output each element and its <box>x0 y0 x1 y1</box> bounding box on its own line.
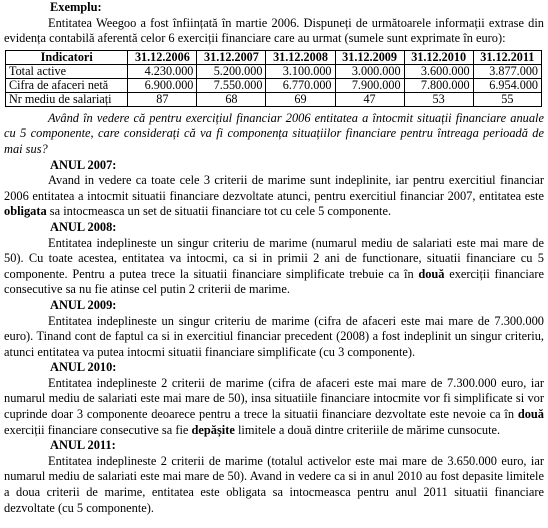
table-cell: 3.877.000 <box>473 64 541 78</box>
section-2010-heading: ANUL 2010: <box>50 360 117 375</box>
question-paragraph: Având în vedere că pentru exercițiul financiar 2006 entitatea a întocmit situații financiare anuale cu 5 componente, care considerați că va fi componența situațiilor financiare pentru întreaga perioadă de mai sus? <box>4 110 544 156</box>
table-cell: 47 <box>335 92 404 106</box>
emphasis-doua: două <box>418 266 445 281</box>
section-2009-text <box>4 314 544 361</box>
section-2010-text <box>4 376 544 438</box>
table-cell: 68 <box>197 92 266 106</box>
section-2009-heading: ANUL 2009: <box>50 297 117 312</box>
text-segment: Entitatea indeplineste 2 criterii de marime (totalul activelor este mai mare de 3.650.000 euro, iar numarul mediu de salariati este mai mare de 50). Avand in vedere ca si in anul 2010 au fost depasite limitele a doua criterii de marime, entitatea este obligata sa intocmeasca pentru anul 2011 situatii financiare dezvoltate (cu 5 componente). <box>4 453 544 515</box>
table-header-cell: 31.12.2010 <box>404 50 473 64</box>
table-header-cell: 31.12.2007 <box>197 50 266 64</box>
table-cell: 87 <box>128 92 197 106</box>
table-cell: 3.100.000 <box>266 64 335 78</box>
section-2008-text <box>4 236 544 298</box>
section-2008-heading: ANUL 2008: <box>50 219 117 234</box>
table-header-cell: Indicatori <box>6 50 128 64</box>
table-cell: 53 <box>404 92 473 106</box>
table-cell: 7.900.000 <box>335 78 404 92</box>
table-row <box>6 64 542 78</box>
section-2007-heading: ANUL 2007: <box>50 157 117 172</box>
text-segment: limitele a două dintre criteriile de mărime cunsocute. <box>234 422 501 437</box>
table-header-cell: 31.12.2011 <box>473 50 541 64</box>
table-cell: 69 <box>266 92 335 106</box>
emphasis-depasite: depășite <box>191 422 235 437</box>
table-cell: 7.550.000 <box>197 78 266 92</box>
table-cell: 6.900.000 <box>128 78 197 92</box>
table-cell: 6.954.000 <box>473 78 541 92</box>
table-cell: 6.770.000 <box>266 78 335 92</box>
table-cell: 5.200.000 <box>197 64 266 78</box>
financial-indicators-table <box>5 50 542 107</box>
emphasis-obligata: obligata <box>4 204 47 219</box>
section-2011-text <box>4 454 544 516</box>
table-header-cell: 31.12.2006 <box>128 50 197 64</box>
table-header-cell: 31.12.2008 <box>266 50 335 64</box>
table-row <box>6 78 542 92</box>
text-segment: exerciții financiare consecutive sa nu fie atinse cel putin 2 criterii de marime. <box>4 266 544 297</box>
text-segment: Entitatea indeplineste 2 criterii de marime (cifra de afaceri este mai mare de 7.300.000 euro, iar numarul mediu de salariati este mai mare de 50), insa situatiile financiare intocmite vor fi simplificate si vor cuprinde doar 3 componente deoarece pentru a trece la situatii financiare dezvoltate este nevoie ca în <box>4 375 544 422</box>
emphasis-doua: două <box>517 407 544 422</box>
text-segment: Entitatea indeplineste un singur criteriu de marime (cifra de afaceri este mai mare de 7.300.000 euro). Tinand cont de faptul ca si in exercitiul financiar precedent (2008) a fost indeplinit un singur criteriu, atunci entitatea va putea intocmi situatii financiare simplificate (cu 3 componente). <box>4 313 544 359</box>
section-2011-heading: ANUL 2011: <box>50 438 116 453</box>
intro-paragraph: Entitatea Weegoo a fost înființată în martie 2006. Dispuneți de următoarele informații extrase din evidența contabilă aferentă celor 6 exerciții financiare care au urmat (sumele sunt exprimate în euro): <box>4 15 544 46</box>
row-label: Cifra de afaceri netă <box>6 78 128 92</box>
table-header-cell: 31.12.2009 <box>335 50 404 64</box>
text-segment: sa intocmeasca un set de situatii financiare tot cu cele 5 componente. <box>46 204 392 219</box>
table-cell: 3.600.000 <box>404 64 473 78</box>
table-cell: 55 <box>473 92 541 106</box>
text-segment: Avand in vedere ca toate cele 3 criterii de marime sunt indeplinite, iar pentru exercitiul financiar 2006 entitatea a intocmit situatii financiare dezvoltate atunci, pentru exercitiul financiar 2007, entitatea este <box>4 173 544 203</box>
table-cell: 3.000.000 <box>335 64 404 78</box>
table-row <box>6 92 542 106</box>
example-title: Exemplu: <box>50 0 102 14</box>
table-cell: 7.800.000 <box>404 78 473 92</box>
table-header-row <box>6 50 542 64</box>
section-2007-text <box>4 173 544 220</box>
document-page <box>4 0 544 516</box>
text-segment: exerciții financiare consecutive sa fie <box>4 422 192 437</box>
table-cell: 4.230.000 <box>128 64 197 78</box>
row-label: Total active <box>6 64 128 78</box>
row-label: Nr mediu de salariați <box>6 92 128 106</box>
text-segment: Entitatea indeplineste un singur criteriu de marime (numarul mediu de salariati este mai mare de 50). Cu toate acestea, entitatea va intocmi, ca si in primii 2 ani de functionare, situatii financiare cu 5 componente. Pentru a putea trece la situatii financiare simplificate trebuie ca în <box>4 235 544 281</box>
answer-sections <box>4 158 544 517</box>
